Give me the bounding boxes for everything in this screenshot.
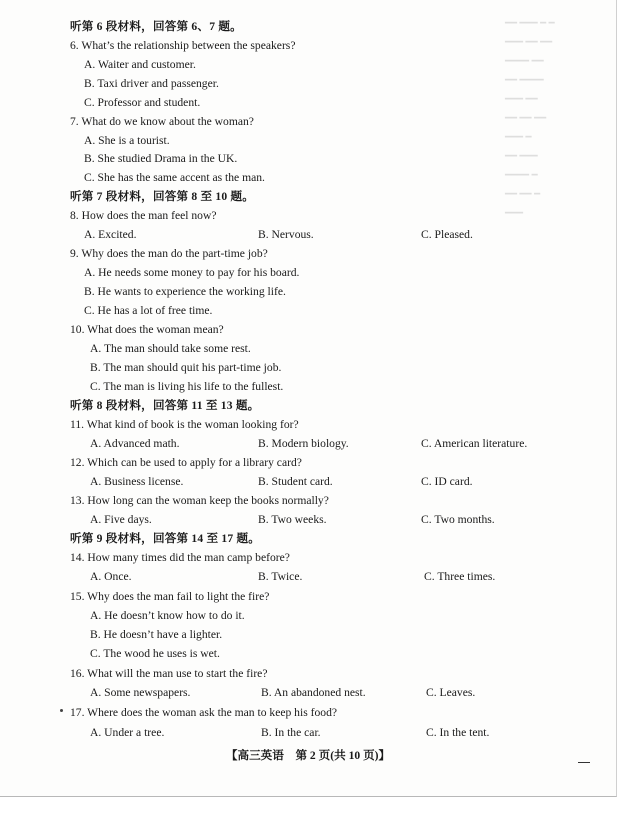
page-footer: 【高三英语 第 2 页(共 10 页)】 — [225, 749, 391, 762]
q12-option-c: C. ID card. — [421, 475, 473, 488]
q10-option-c: C. The man is living his life to the fullest. — [90, 380, 284, 393]
q8-option-c: C. Pleased. — [421, 228, 473, 241]
q8-option-a: A. Excited. — [84, 228, 137, 241]
section-8-heading: 听第 8 段材料，回答第 11 至 13 题。 — [70, 399, 260, 412]
question-7: 7. What do we know about the woman? — [70, 115, 254, 128]
q14-option-a: A. Once. — [90, 570, 132, 583]
q16-option-b: B. An abandoned nest. — [261, 686, 366, 699]
q15-option-c: C. The wood he uses is wet. — [90, 647, 220, 660]
question-9: 9. Why does the man do the part-time job? — [70, 247, 268, 260]
q14-option-c: C. Three times. — [424, 570, 496, 583]
q9-option-a: A. He needs some money to pay for his board. — [84, 266, 300, 279]
q8-option-b: B. Nervous. — [258, 228, 314, 241]
question-8: 8. How does the man feel now? — [70, 209, 217, 222]
section-9-heading: 听第 9 段材料，回答第 14 至 17 题。 — [70, 532, 261, 545]
q15-option-a: A. He doesn’t know how to do it. — [90, 609, 245, 622]
question-17: 17. Where does the woman ask the man to keep his food? — [70, 706, 338, 719]
q17-option-c: C. In the tent. — [426, 726, 490, 739]
q11-option-a: A. Advanced math. — [90, 437, 180, 450]
q6-option-c: C. Professor and student. — [84, 96, 201, 109]
bleed-through-text: ━━ ━━━ ━ ━ ━━━ ━━ ━━ ━━━━ ━━ ━━ ━━━━ ━━━ ━━ ━━ ━━ ━━ ━━━ ━ ━━ ━━━ ━━━━ ━ ━━ ━━ ━ ━━━ — [505, 18, 555, 219]
q6-option-a: A. Waiter and customer. — [84, 58, 196, 71]
question-15: 15. Why does the man fail to light the fire? — [70, 590, 270, 603]
q16-option-c: C. Leaves. — [426, 686, 476, 699]
section-6-heading: 听第 6 段材料，回答第 6、7 题。 — [70, 20, 242, 33]
q12-option-b: B. Student card. — [258, 475, 333, 488]
question-14: 14. How many times did the man camp before? — [70, 551, 290, 564]
q15-option-b: B. He doesn’t have a lighter. — [90, 628, 223, 641]
q11-option-c: C. American literature. — [421, 437, 528, 450]
question-11: 11. What kind of book is the woman looking for? — [70, 418, 299, 431]
q7-option-a: A. She is a tourist. — [84, 134, 170, 147]
q13-option-a: A. Five days. — [90, 513, 152, 526]
q10-option-b: B. The man should quit his part-time job. — [90, 361, 282, 374]
question-6: 6. What’s the relationship between the speakers? — [70, 39, 296, 52]
margin-dash — [578, 762, 590, 763]
question-13: 13. How long can the woman keep the books normally? — [70, 494, 329, 507]
q7-option-c: C. She has the same accent as the man. — [84, 171, 265, 184]
question-16: 16. What will the man use to start the fire? — [70, 667, 268, 680]
q7-option-b: B. She studied Drama in the UK. — [84, 152, 238, 165]
q9-option-b: B. He wants to experience the working life. — [84, 285, 286, 298]
q17-option-a: A. Under a tree. — [90, 726, 165, 739]
q6-option-b: B. Taxi driver and passenger. — [84, 77, 219, 90]
q13-option-c: C. Two months. — [421, 513, 495, 526]
q13-option-b: B. Two weeks. — [258, 513, 327, 526]
q11-option-b: B. Modern biology. — [258, 437, 349, 450]
q12-option-a: A. Business license. — [90, 475, 184, 488]
section-7-heading: 听第 7 段材料，回答第 8 至 10 题。 — [70, 190, 255, 203]
question-12: 12. Which can be used to apply for a library card? — [70, 456, 302, 469]
q9-option-c: C. He has a lot of free time. — [84, 304, 213, 317]
q16-option-a: A. Some newspapers. — [90, 686, 191, 699]
q14-option-b: B. Twice. — [258, 570, 303, 583]
q10-option-a: A. The man should take some rest. — [90, 342, 251, 355]
ink-dot — [60, 709, 63, 712]
question-10: 10. What does the woman mean? — [70, 323, 224, 336]
q17-option-b: B. In the car. — [261, 726, 321, 739]
